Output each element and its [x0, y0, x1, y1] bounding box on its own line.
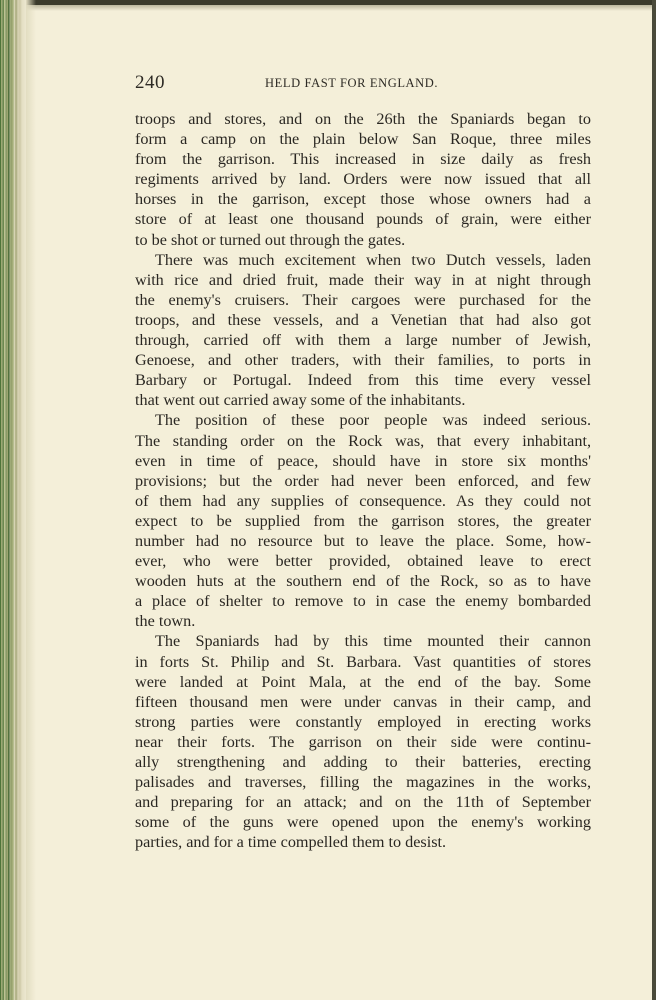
text-line: The Spaniards had by this time mounted their cannon [155, 632, 591, 651]
text-line: that went out carried away some of the inhabitants. [135, 391, 466, 410]
text-line: near their forts. The garrison on their side were continu- [135, 732, 591, 751]
text-line: expect to be supplied from the garrison stores, the greater [135, 511, 591, 530]
text-line: The standing order on the Rock was, that every inhabitant, [135, 431, 591, 450]
text-line: wooden huts at the southern end of the Rock, so as to have [135, 572, 591, 591]
text-line: horses in the garrison, except those whose owners had a [135, 190, 591, 209]
text-line: a place of shelter to remove to in case the enemy bombarded [135, 592, 591, 611]
text-line: There was much excitement when two Dutch vessels, laden [155, 250, 591, 269]
text-line: even in time of peace, should have in store six months' [135, 451, 591, 470]
text-line: store of at least one thousand pounds of grain, were either [135, 210, 591, 229]
text-line: the enemy's cruisers. Their cargoes were purchased for the [135, 290, 591, 309]
running-head: HELD FAST FOR ENGLAND. [265, 76, 439, 90]
text-line: in forts St. Philip and St. Barbara. Vast quantities of stores [135, 652, 591, 671]
text-line: regiments arrived by land. Orders were now issued that all [135, 170, 591, 189]
text-line: through, carried off with them a large number of Jewish, [135, 331, 591, 350]
text-line: palisades and traverses, filling the magazines in the works, [135, 773, 591, 792]
text-line: of them had any supplies of consequence. As they could not [135, 491, 591, 510]
body-text [135, 109, 591, 852]
text-line: The position of these poor people was indeed serious. [155, 411, 591, 430]
text-line: some of the guns were opened upon the enemy's working [135, 813, 591, 832]
text-line: were landed at Point Mala, at the end of the bay. Some [135, 672, 591, 691]
text-line: Genoese, and other traders, with their families, to ports in [135, 351, 591, 370]
text-line: to be shot or turned out through the gates. [135, 230, 406, 249]
binding-shadow [26, 0, 36, 1000]
book-binding [0, 0, 26, 1000]
page-top-shade [0, 5, 656, 11]
text-line: fifteen thousand men were under canvas in their camp, and [135, 692, 591, 711]
text-line: strong parties were constantly employed in erecting works [135, 712, 591, 731]
text-line: troops and stores, and on the 26th the Spaniards began to [135, 110, 591, 128]
text-line: ally strengthening and adding to their batteries, erecting [135, 753, 591, 771]
text-line: provisions; but the order had never been enforced, and few [135, 471, 591, 490]
text-line: and preparing for an attack; and on the 11th of September [135, 793, 591, 812]
text-line: with rice and dried fruit, made their way in at night through [135, 270, 591, 289]
text-line: number had no resource but to leave the place. Some, how- [135, 531, 591, 550]
text-line: the town. [135, 612, 196, 631]
page-number: 240 [135, 72, 165, 93]
text-line: troops, and these vessels, and a Venetian that had also got [135, 310, 591, 329]
page-right-edge [652, 0, 656, 1000]
page-header [135, 72, 591, 96]
text-line: ever, who were better provided, obtained leave to erect [135, 552, 591, 571]
text-line: form a camp on the plain below San Roque, three miles [135, 130, 591, 149]
text-line: from the garrison. This increased in size daily as fresh [135, 150, 591, 169]
text-line: Barbary or Portugal. Indeed from this time every vessel [135, 371, 591, 390]
text-line: parties, and for a time compelled them to desist. [135, 833, 447, 852]
